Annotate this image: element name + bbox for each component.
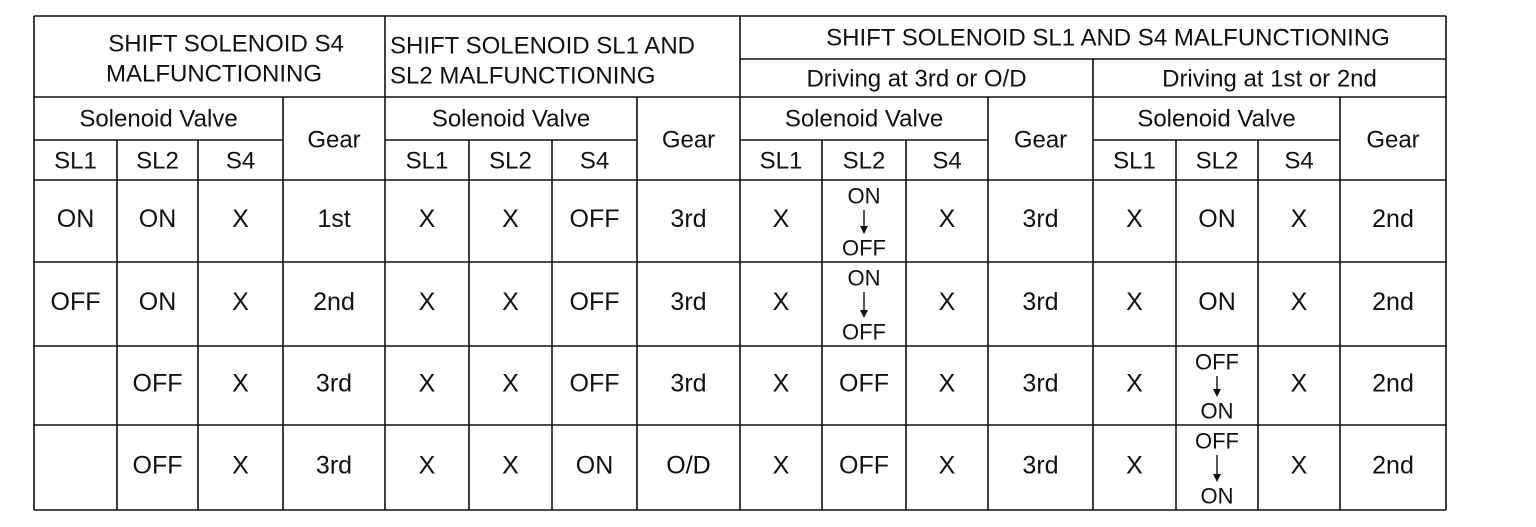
table-cell: X (1126, 205, 1143, 233)
gear-header: Gear (307, 126, 361, 154)
table-cell: OFF (50, 288, 101, 316)
table-cell: ON (138, 205, 177, 233)
table-cell: OFF (569, 369, 620, 398)
cell-transition-to: OFF (842, 319, 886, 345)
table-cell: OFF (132, 451, 183, 480)
table-cell: ON (1198, 288, 1236, 316)
cell-transition-to: ON (1200, 398, 1234, 424)
subgroup-title: Driving at 1st or 2nd (1162, 65, 1377, 93)
table-cell: X (772, 369, 790, 398)
valve-label-s4: S4 (932, 147, 962, 175)
table-cell: X (232, 451, 249, 480)
cell-transition-to: ON (1200, 483, 1234, 509)
table-cell: X (232, 369, 249, 398)
table-cell: 3rd (1022, 205, 1059, 233)
table-cell: X (772, 288, 790, 316)
table-cell: X (418, 288, 436, 316)
solenoid-valve-header: Solenoid Valve (431, 105, 591, 133)
valve-label-sl1: SL1 (54, 147, 97, 175)
subgroup-title: Driving at 3rd or O/D (806, 65, 1027, 93)
table-cell: X (232, 288, 249, 316)
table-cell: 2nd (1372, 369, 1414, 398)
table-cell: X (502, 288, 519, 316)
group-title-sl1-sl2: SL2 MALFUNCTIONING (390, 62, 656, 90)
cell-transition-from: ON (847, 265, 881, 291)
valve-label-s4: S4 (579, 147, 610, 175)
solenoid-valve-header: Solenoid Valve (784, 105, 944, 133)
table-cell: 3rd (670, 205, 707, 233)
table-cell: OFF (839, 451, 889, 480)
table-cell: X (502, 205, 519, 233)
table-cell: 2nd (1372, 205, 1414, 233)
table-cell: X (938, 451, 956, 480)
table-cell: 2nd (1372, 451, 1414, 480)
table-cell: X (1126, 288, 1143, 316)
group-title-sl1-sl2: SHIFT SOLENOID SL1 AND (390, 32, 695, 60)
table-cell: X (1290, 288, 1308, 316)
solenoid-valve-header: Solenoid Valve (1137, 105, 1296, 133)
table-cell: X (938, 369, 956, 398)
table-cell: O/D (666, 451, 711, 480)
table-cell: 3rd (1022, 451, 1059, 480)
table-cell: OFF (839, 369, 889, 398)
table-cell: ON (575, 451, 614, 480)
table-cell: X (1290, 451, 1308, 480)
valve-label-s4: S4 (225, 147, 256, 175)
cell-transition-from: ON (847, 183, 881, 209)
table-cell: X (1126, 369, 1143, 398)
table-cell: 3rd (1022, 288, 1059, 316)
table-cell: X (772, 205, 790, 233)
table-cell: 2nd (1372, 288, 1414, 316)
table-cell: X (502, 451, 519, 480)
valve-label-sl1: SL1 (759, 147, 803, 175)
gear-header: Gear (1366, 126, 1420, 154)
table-cell: 3rd (670, 288, 707, 316)
solenoid-valve-header: Solenoid Valve (79, 105, 238, 133)
transition-arrow-head (1213, 389, 1221, 397)
table-cell: X (938, 288, 956, 316)
table-cell: ON (138, 288, 177, 316)
table-cell: ON (1198, 205, 1236, 233)
transition-arrow-head (1213, 474, 1221, 482)
table-cell: OFF (569, 288, 620, 316)
table-cell: X (1290, 369, 1308, 398)
table-cell: 2nd (313, 288, 355, 316)
valve-label-sl2: SL2 (489, 147, 532, 175)
table-cell: X (772, 451, 790, 480)
gear-header: Gear (661, 126, 716, 154)
valve-label-sl2: SL2 (1195, 147, 1239, 175)
valve-label-sl1: SL1 (1113, 147, 1156, 175)
table-cell: X (1126, 451, 1143, 480)
table-cell: OFF (132, 369, 183, 398)
cell-transition-from: OFF (1195, 349, 1239, 375)
valve-label-sl1: SL1 (405, 147, 449, 175)
table-cell: 3rd (315, 451, 353, 480)
valve-label-sl2: SL2 (842, 147, 886, 175)
table-cell: X (418, 451, 436, 480)
group-title-s4: MALFUNCTIONING (106, 60, 322, 88)
table-cell: X (232, 205, 249, 233)
table-cell: 3rd (670, 369, 707, 398)
table-cell: X (418, 369, 436, 398)
table-cell: 1st (317, 205, 351, 233)
table-cell: X (938, 205, 956, 233)
table-cell: X (418, 205, 436, 233)
table-cell: X (502, 369, 519, 398)
table-cell: ON (56, 205, 95, 233)
gear-header: Gear (1013, 126, 1068, 154)
group-title-sl1-s4: SHIFT SOLENOID SL1 AND S4 MALFUNCTIONING (826, 24, 1390, 52)
table-cell: OFF (569, 205, 620, 233)
group-title-s4: SHIFT SOLENOID S4 (108, 30, 344, 58)
cell-transition-to: OFF (842, 235, 886, 261)
valve-label-s4: S4 (1284, 147, 1314, 175)
transition-arrow-head (860, 226, 868, 234)
table-cell: 3rd (1022, 369, 1059, 398)
table-cell: 3rd (315, 369, 353, 398)
cell-transition-from: OFF (1195, 428, 1239, 454)
table-cell: X (1290, 205, 1308, 233)
valve-label-sl2: SL2 (136, 147, 179, 175)
transition-arrow-head (860, 310, 868, 318)
